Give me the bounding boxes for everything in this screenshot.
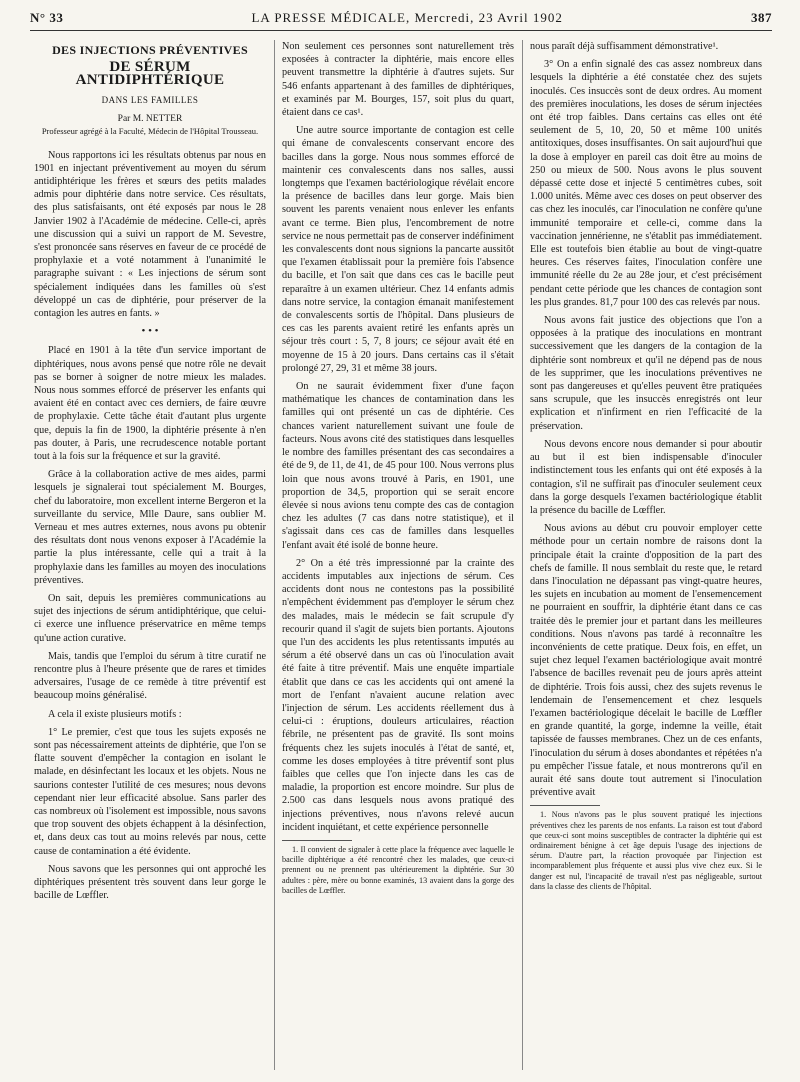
footnote: 1. Nous n'avons pas le plus souvent pratiqué les injections préventives chez les parents de nos enfants. La raison est tout d'abord que ceux-ci sont moins susceptibles de contracter la diphtérie qui est ordinairement bénigne à cet âge depuis l'usage des injections de sérum. D'autre part, la réaction provoquée par l'injection est incomparablement plus fréquente et aussi plus vive chez eux. Si le danger est nul, l'incapacité de travail n'est pas négligeable, surtout dans la classe des clients de l'hôpital. <box>530 810 762 891</box>
column-rule-2 <box>522 40 523 1070</box>
paragraph: Nous rapportons ici les résultats obtenus par nous en 1901 en injectant préventivement au moyen du sérum antidiphtérique les frères et sœurs des petits malades admis pour diphtérie dans notre service. Ces résultats, des plus satisfaisants, ont été exposés par nous le 28 Janvier 1902 à l'Académie de médecine. Celle-ci, après une discussion qui a suivi un rapport de M. Sevestre, s'est prononcée sans réserves en faveur de ce procédé de prophylaxie et a voté notamment à l'unanimité le paragraphe suivant : « Les injections de sérum sont spécialement indiquées dans les familles où s'est développé un cas de diphtérie, pour préserver de la contagion les autres en fants. » <box>34 149 266 319</box>
article-byline: Par M. NETTER <box>117 113 183 124</box>
column-1 <box>34 40 266 1070</box>
article-subtitle: DANS LES FAMILLES <box>101 94 199 105</box>
paragraph: 3° On a enfin signalé des cas assez nombreux dans lesquels la diphtérie a été constatée chez des sujets inoculés. Ces insuccès sont de deux ordres. Au moment des premières inoculations, les doses de sérum injectées ont été trop faibles. Dans certains cas elles ont été seulement de 5, 10, 20, 50 et même 100 unités antitoxiques, doses insuffisantes. On sait aujourd'hui que la dose à employer en pareil cas doit être au moins de 250 ou mieux de 500. Nous avons le plus souvent dépassé cette dose et injecté 5 centimètres cubes, soit 1.000 unités. Même avec ces doses on peut observer des cas chez les inoculés, car l'inoculation ne confère qu'une immunité temporaire et celle-ci, comme dans la vaccination jennérienne, ne s'établit pas immédiatement. Elle est toutefois bien établie au bout de vingt-quatre heures. Ces réserves faites, l'inoculation confère une immunité réelle du 2e au 28e jour, et c'est précisément pendant cette période que les chances de contagion sont les plus grandes. 81,7 pour 100 des cas relevés par nous. <box>530 59 762 308</box>
column-rule-1 <box>274 40 275 1070</box>
paragraph: 1° Le premier, c'est que tous les sujets exposés ne sont pas nécessairement atteints de diphtérie, que l'on se flatte souvent d'empêcher la contagion en isolant le malade, en désinfectant les locaux et les objets. Nous ne saurions contester l'utilité de ces mesures; nous devons cependant nier leur efficacité absolue. Sans parler des cas nombreux où l'isolement est impossible, nous savons que trop souvent des objets échappent à la désinfection, et, dans deux cas tout au moins relevés par nous, cette cause de contamination a été évidente. <box>34 726 266 857</box>
issue-number: N° 33 <box>30 10 64 25</box>
column-2 <box>282 40 514 1070</box>
paragraph: Une autre source importante de contagion est celle qui émane de convalescents conservant encore des bacilles dans la gorge. Nous nous sommes efforcé de maintenir ces convalescents dans nos salles, aussi longtemps que l'examen bactériologique révélait encore la présence de bacilles dans leur gorge. Mais bien souvent les parents venaient nous enlever les enfants avant ce terme. Bien plus, l'encombrement de notre service ne nous permettait pas de conserver indéfiniment les convalescents dont nous signions la pancarte aussitôt que l'examen établissait pour la première fois l'absence du bacille, et l'on sait que dans ces cas le bacille peut reparaître à un examen ultérieur. Chez 14 enfants admis dans notre service, la contagion émanait manifestement de convalescents sortis de l'hôpital. Dans plusieurs de ces cas les parents avaient retiré les enfants après un séjour très court : 5, 7, 8 jours; ce séjour avait été en moyenne de 15 à 20 jours. Dans certains cas il s'était prolongé 27, 29, 31 et même 38 jours. <box>282 125 514 374</box>
paragraph: Nous avons fait justice des objections que l'on a opposées à la pratique des inoculations en montrant successivement que les dangers de la contagion de la diphtérie sont nombreux et qu'il ne dépend pas de nous de les supprimer, que les inoculations préventives ne sont pas dangereuses et qu'elles peuvent être pratiquées sans scrupule, que les insuccès enregistrés ont leur explication et n'infirment en rien l'efficacité de la préservation. <box>530 315 762 432</box>
page-number: 387 <box>750 10 772 25</box>
journal-title: LA PRESSE MÉDICALE, Mercredi, 23 Avril 1902 <box>251 10 563 25</box>
paragraph: Grâce à la collaboration active de mes aides, parmi lesquels je signalerai tout spécialement M. Bourges, chef du laboratoire, mon excellent interne Bergeron et la surveillante du service, Mlle Daure, sans oublier M. Verneau et mes autres externes, nous avons pu obtenir des résultats dont nous venons exposer à l'Académie la partie la plus intéressante, celle qui a trait à la prophylaxie dans les familles au moyen des inoculations préventives. <box>34 469 266 586</box>
paragraph: On ne saurait évidemment fixer d'une façon mathématique les chances de contamination dans les familles qui ont présenté un cas de diphtérie. Ces chances varient naturellement suivant une foule de facteurs. Nous avons cité des statistiques dans lesquelles le nombre des familles présentant des cas secondaires a été de 9, de 11, de 41, de 45 pour 100. Nous verrons plus loin que nous avons trouvé à Paris, en 1901, une proportion de 34,5, proportion qui se serait encore élevée si nous avions tenu compte des cas de contagion chez les adultes (7 cas dans notre statistique), et il s'agissait dans ces cas de familles dans lesquelles l'enfant avait été isolé de bonne heure. <box>282 381 514 551</box>
paragraph: Nous devons encore nous demander si pour aboutir au but il est bien indispensable d'inoculer indistinctement tous les enfants qui ont été exposés à la contagion, s'il ne suffirait pas d'inoculer seulement ceux dans la gorge desquels l'examen bactériologique établit la présence du bacille de Lœffler. <box>530 438 762 516</box>
column-3 <box>530 40 762 1070</box>
paragraph: Placé en 1901 à la tête d'un service important de diphtériques, nous avons pensé que notre rôle ne devait pas se borner à soigner de notre mieux les malades. Nous nous sommes efforcé de préserver les enfants qui avaient été en contact avec ces derniers, de faire œuvre de prophylaxie. Cette tâche était d'autant plus urgente que, depuis la fin de 1900, la diphtérie présente à n'en pas douter, à Paris, une recrudescence notable portant tout à la fois sur la fréquence et sur la gravité. <box>34 345 266 462</box>
footnote-rule <box>530 805 600 806</box>
author-affiliation: Professeur agrégé à la Faculté, Médecin de l'Hôpital Trousseau. <box>41 126 259 137</box>
paragraph: Non seulement ces personnes sont naturellement très exposées à contracter la diphtérie, mais encore elles peuvent transmettre la diphtérie à d'autres sujets. Sur 546 enfants appartenant à des familles de diphtériques, et examinés par M. Bourges, 157, soit plus du quart, étaient dans ce cas¹. <box>282 41 514 119</box>
paragraph: Nous avions au début cru pouvoir employer cette méthode pour un certain nombre de raisons dont la principale était la crainte d'opposition de la part des chefs de famille. Il nous semblait du reste que, le retard dans l'inoculation ne dépassant pas vingt-quatre heures, les sujets en incubation au moment de l'ensemencement ne pourraient en souffrir, la diphtérie étant dans ce cas traitée dès le premier jour et partant dans les meilleures conditions. Nous n'avons pas tardé à reconnaître les inconvénients de cette pratique. Deux fois, en effet, un sujet chez lequel l'examen bactériologique avait montré l'absence de bacilles revenait peu de jours après atteint de diphtérie. Trois fois aussi, chez des sujets revenus le lendemain de l'ensemencement et chez lesquels l'examen bactériologique décelait le bacille de Lœffler en grande quantité, la gorge, indemne la veille, était tapissée de fausses membranes. Chez un de ces enfants, l'inoculation du sérum à doses abondantes et répétées n'a pu empêcher l'issue fatale, et nous montrerons qu'il en aurait été sans doute tout autrement si l'inoculation préventive avait <box>530 523 762 799</box>
footnote-rule <box>282 840 352 841</box>
paragraph: Nous savons que les personnes qui ont approché les diphtériques présentent très souvent dans leur gorge le bacille de Lœffler. <box>34 863 266 902</box>
running-header <box>30 10 772 31</box>
paragraph: A cela il existe plusieurs motifs : <box>48 708 182 720</box>
paragraph: 2° On a été très impressionné par la crainte des accidents imputables aux injections de sérum. Ces accidents dont nous ne contestons pas la possibilité n'empêchent évidemment pas d'employer le sérum chez des malades, mais le médecin se fait scrupule d'y recourir quand il s'agit de sujets bien portants. Ajoutons que l'un des accidents les plus retentissants imputés au sérum a été observé dans un cas où l'inoculation avait été faite à titre préventif. Mais une enquête impartiale établit que dans ce cas les accidents qui ont amené la mort de l'enfant n'avaient aucune relation avec l'injection de sérum. Les accidents réellement dus à celui-ci : éruptions, douleurs articulaires, réaction fébrile, ne présentent pas de gravité. Ils sont moins fréquents chez les sujets inoculés à l'état de santé, et, comme les doses employées à titre préventif sont plus faibles que celles que l'on injecte dans les cas de maladie, la proportion est encore moindre. Sur plus de 2.500 cas dans lesquels nous avons pratiqué des injections préventives, nous n'avons relevé aucun incident inquiétant, et cette expérience personnelle <box>282 557 514 833</box>
section-separator: • • • <box>141 325 159 338</box>
paragraph: On sait, depuis les premières communications au sujet des injections de sérum antidiphtérique, que celui-ci exerce une influence préservatrice en même temps qu'une action curative. <box>34 593 266 644</box>
article-title-line-2: DE SÉRUM ANTIDIPHTÉRIQUE <box>75 59 225 89</box>
paragraph: Mais, tandis que l'emploi du sérum à titre curatif ne rencontre plus à l'heure présente que de rares et timides adversaires, l'usage de ce remède à titre préventif est beaucoup moins généralisé. <box>34 650 266 702</box>
article-title-line-1: DES INJECTIONS PRÉVENTIVES <box>52 43 248 57</box>
paragraph: nous paraît déjà suffisamment démonstrative¹. <box>530 41 719 52</box>
footnote: 1. Il convient de signaler à cette place la fréquence avec laquelle le bacille diphtérique a été rencontré chez les malades, que ceux-ci prennent ou ne prennent pas ultérieurement la diphtérie. Sur 30 adultes : père, mère ou bonne examinés, 13 avaient dans la gorge des bacilles de Lœffler. <box>282 844 514 895</box>
